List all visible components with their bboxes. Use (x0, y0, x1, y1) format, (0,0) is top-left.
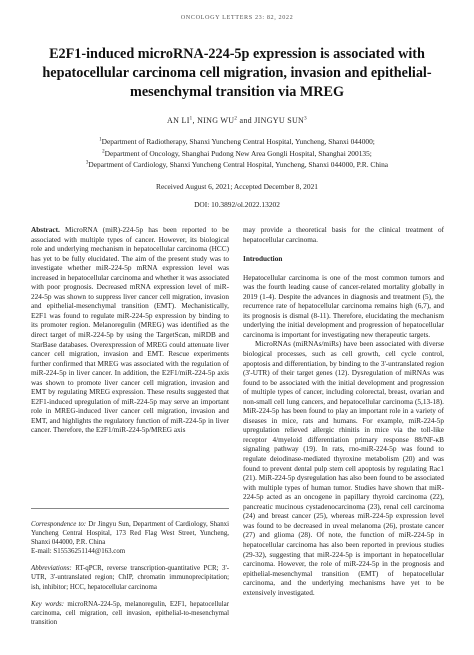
abbreviations-label: Abbreviations: (31, 565, 72, 573)
abbreviations-note (31, 564, 229, 591)
abstract (31, 226, 229, 436)
author-separator: , (192, 116, 198, 125)
keywords-label: Key words: (31, 600, 65, 608)
correspondence-note (31, 520, 229, 556)
affiliation-2: $^2$Department of Oncology, Shanghai Pudong New Area Gongli Hospital, Shanghai 200135; (102, 148, 372, 158)
author-an-li: AN LI (167, 116, 190, 125)
keywords-note (31, 600, 229, 627)
footnotes (31, 520, 229, 635)
doi-link[interactable]: DOI: 10.3892/ol.2022.13202 (194, 200, 280, 209)
correspondence-label: Correspondence to: (31, 521, 87, 528)
affiliations (40, 136, 434, 171)
author-an-li-affil: 1 (189, 116, 193, 122)
author-line (0, 116, 474, 125)
footnote-divider (31, 508, 229, 509)
abstract-text: MicroRNA (miR)-224-5p has been reported to be associated with multiple types of cancer. However, its biological role and underlying mechanism in hepatocellular carcinoma (HCC) has yet to be fully elucidated. The aim of the present study was to investigate whether miR-224-5p mRNA expression level was increased in hepatocellular carcinoma and whether it was associated with poor prognosis. Decreased mRNA expression level of miR-224-5p was shown to suppress liver cancer cell migration, invasion and epithelial-mesenchymal transition (EMT). Mechanistically, E2F1 was found to regulate miR-224-5p expression by binding to its promoter region. Melanoregulin (MREG) was identified as the direct target of miR-224-5p by using the TargetScan, miRDB and StarBase databases. Overexpression of MREG could attenuate liver cancer cell migration, invasion and EMT. Rescue experiments further confirmed that MREG was associated with the regulation of miR-224-5p in liver cancer. In addition, the E2F1/miR-224-5p axis was shown to promote liver cancer cell migration, invasion and EMT by regulating MREG expression. These results suggested that E2F1-induced upregulation of miR-224-5p may serve an important role in MREG-induced liver cancer cell migration, invasion and EMT, and highlights the regulatory function of miR-224-5p in liver cancer. Therefore, the E2F1/miR-224-5p/MREG axis (31, 226, 229, 435)
affiliation-3: $^3$Department of Cardiology, Shanxi Yuncheng Central Hospital, Yuncheng, Shanxi 044000, P.R. China (85, 160, 389, 169)
abstract-continuation: may provide a theoretical basis for the clinical treatment of hepatocellular carcinoma. (243, 226, 444, 244)
running-head: ONCOLOGY LETTERS 23: 82, 2022 (180, 14, 294, 21)
keywords-text: microRNA-224-5p, melanoregulin, E2F1, hepatocellular carcinoma, cell migration, cell invasion, epithelial-to-mesenchymal transition (31, 600, 229, 626)
abstract-label: Abstract. (31, 226, 60, 234)
author-ning-wu: NING WU (197, 116, 235, 125)
correspondence-email[interactable]: E-mail: S15536251144@163.com (31, 548, 126, 556)
affiliation-1: $^1$Department of Radiotherapy, Shanxi Yuncheng Central Hospital, Yuncheng, Shanxi 044000; (99, 137, 375, 146)
author-separator-and: and (237, 116, 255, 125)
left-column (31, 226, 229, 436)
received-accepted-dates: Received August 6, 2021; Accepted December 8, 2021 (156, 182, 318, 191)
abbreviations-text: RT-qPCR, reverse transcription-quantitative PCR; 3'-UTR, 3'-untranslated region; ChIP, chromatin immunoprecipitation; ish, inhibitor; HCC, hepatocellular carcinoma (31, 565, 229, 591)
right-column (243, 226, 444, 598)
author-ning-wu-affil: 2 (234, 116, 238, 122)
author-jingyu-sun: JINGYU SUN (254, 116, 305, 125)
author-jingyu-sun-affil: 3 (304, 116, 307, 122)
introduction-heading: Introduction (243, 255, 283, 264)
article-title: E2F1-induced microRNA-224-5p expression is associated with hepatocellular carcinoma cell migration, invasion and epithelial-mesenchymal transition via MREG (42, 46, 432, 100)
correspondence-text: Dr Jingyu Sun, Department of Cardiology, Shanxi Yuncheng Central Hospital, 173 Red Flag West Street, Yuncheng, Shanxi 044000, P.R. China (31, 521, 229, 547)
introduction-paragraph-1: Hepatocellular carcinoma is one of the most common tumors and was the fourth leading cause of cancer-related mortality globally in 2019 (1-4). Despite the advances in diagnosis and treatment (5), the recurrence rate of hepatocellular carcinoma remains high (6,7), and its prognosis is dismal (8-11). Therefore, elucidating the mechanism underlying the initial development and progression of hepatocellular carcinoma is important for investigating new therapeutic targets. (243, 273, 444, 339)
introduction-paragraph-2: MicroRNAs (miRNAs/miRs) have been associated with diverse biological processes, such as cell growth, cell cycle control, apoptosis and differentiation, by binding to the 3'-untranslated region (3'-UTR) of their target genes (12). Dysregulation of miRNAs was found to be associated with the initial development and progression of multiple types of cancer, including colorectal, breast, ovarian and non-small cell lung cancers, and hepatocellular carcinoma (5,13-18). MiR-224-5p has been found to play an important role in a variety of diseases in mice, rats and humans. For example, miR-224-5p upregulation relieved allergic rhinitis in mice via the toll-like receptor 4/myeloid differentiation primary response 88/NF-κB signaling pathway (19). In rats, rno-miR-224-5p was found to regulate deiodinase-mediated thyroxine metabolism (20) and was found to prevent dental pulp stem cell apoptosis by regulating Rac1 (21). MiR-224-5p dysregulation has also been found to be associated with multiple types of human tumor. Studies have shown that miR-224-5p acted as an oncogene in papillary thyroid carcinoma (22), pancreatic mucinous cystadenocarcinoma (23), renal cell carcinoma (24) and breast cancer (25), whereas miR-224-5p expression level was found to be decreased in uveal melanoma (26), prostate cancer (27) and glioma (28). Of note, the function of miR-224-5p in hepatocellular carcinoma has also been reported in previous studies (29-32), suggesting that miR-224-5p is important in hepatocellular carcinoma. However, the role of miR-224-5p in the prognosis and epithelial-mesenchymal transition (EMT) of hepatocellular carcinoma, and the underlying mechanisms have yet to be extensively investigated. (243, 340, 444, 597)
